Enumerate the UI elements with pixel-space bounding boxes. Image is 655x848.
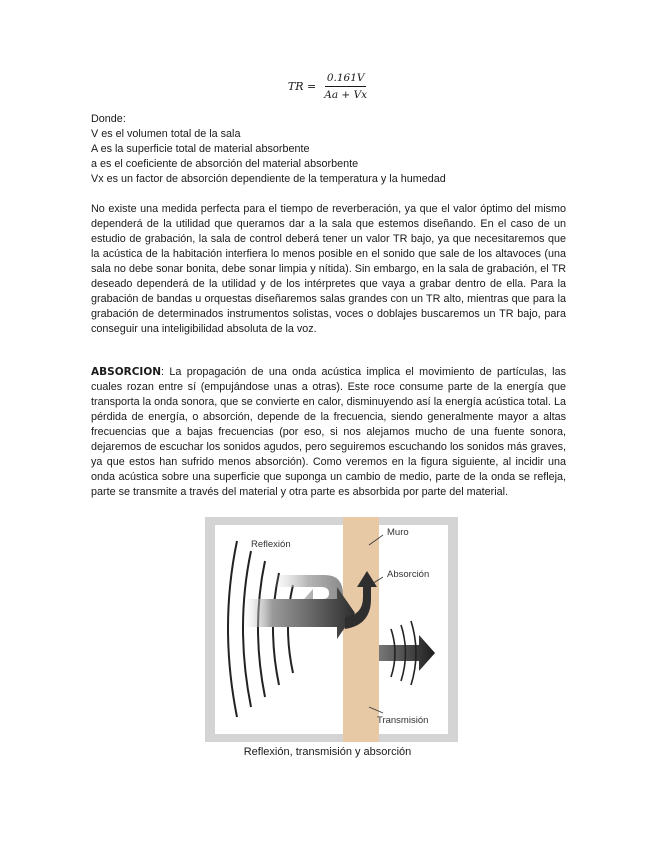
absorption-heading: ABSORCION — [91, 366, 162, 378]
formula-definitions — [91, 112, 566, 187]
definition-line: A es la superficie total de material absorbente — [91, 143, 310, 155]
acoustic-figure — [205, 517, 458, 742]
acoustic-diagram — [205, 517, 458, 742]
formula-fraction — [324, 72, 367, 101]
definition-line: V es el volumen total de la sala — [91, 128, 241, 140]
absorption-text: : La propagación de una onda acústica implica el movimiento de partículas, las cuales rozan entre sí (empujándose unas a otras). Este roce consume parte de la energía que transporta la onda sonora, que se convierte en calor, disminuyendo así la energía acústica total. La pérdida de energía, o absorción, depende de la frecuencia, siendo generalmente mayor a altas frecuencias que a bajas frecuencias (por eso, si nos alejamos mucho de una fuente sonora, dejaremos de escuchar los sonidos agudos, pero seguiremos escuchando los sonidos más graves, ya que estos han sufrido menos absorción). Como veremos en la figura siguiente, al incidir una onda acústica sobre una superficie que suponga un cambio de medio, parte de la onda se refleja, parte se transmite a través del material y otra parte es absorbida por parte del material. — [91, 366, 566, 498]
definition-line: a es el coeficiente de absorción del material absorbente — [91, 158, 359, 170]
label-muro: Muro — [387, 527, 409, 538]
definition-line: Vx es un factor de absorción dependiente de la temperatura y la humedad — [91, 173, 446, 185]
figure-caption: Reflexión, transmisión y absorción — [243, 746, 412, 758]
label-absorcion: Absorción — [387, 569, 430, 580]
formula-denominator: Aa + Vx — [324, 89, 368, 101]
wall — [343, 517, 379, 742]
reverberation-formula — [0, 72, 655, 101]
formula-numerator: 0.161V — [325, 72, 367, 87]
reverberation-paragraph: No existe una medida perfecta para el tiempo de reverberación, ya que el valor óptimo del mismo dependerá de la utilidad que queramos dar a la sala que estemos diseñando. En el caso de un estudio de grabación, la sala de control deberá tener un valor TR bajo, ya que necesitaremos que la acústica de la habitación interfiera lo menos posible en el sonido que sale de los altavoces (una sala no debe sonar bonita, debe sonar limpia y nítida). Sin embargo, en la sala de grabación, el TR deseado dependerá de la utilidad y de los intérpretes que vaya a grabar dentro de ella. Para la grabación de bandas u orquestas diseñaremos salas grandes con un TR alto, mientras que para la grabación de determinados instrumentos solistas, voces o doblajes buscaremos un TR bajo, para conseguir una inteligibilidad absoluta de la voz. — [91, 203, 566, 335]
absorption-paragraph — [91, 365, 566, 500]
formula-lhs: TR = — [287, 80, 317, 93]
label-transmision: Transmisión — [377, 715, 429, 726]
definition-line: Donde: — [91, 113, 126, 125]
label-reflexion: Reflexión — [251, 539, 291, 550]
